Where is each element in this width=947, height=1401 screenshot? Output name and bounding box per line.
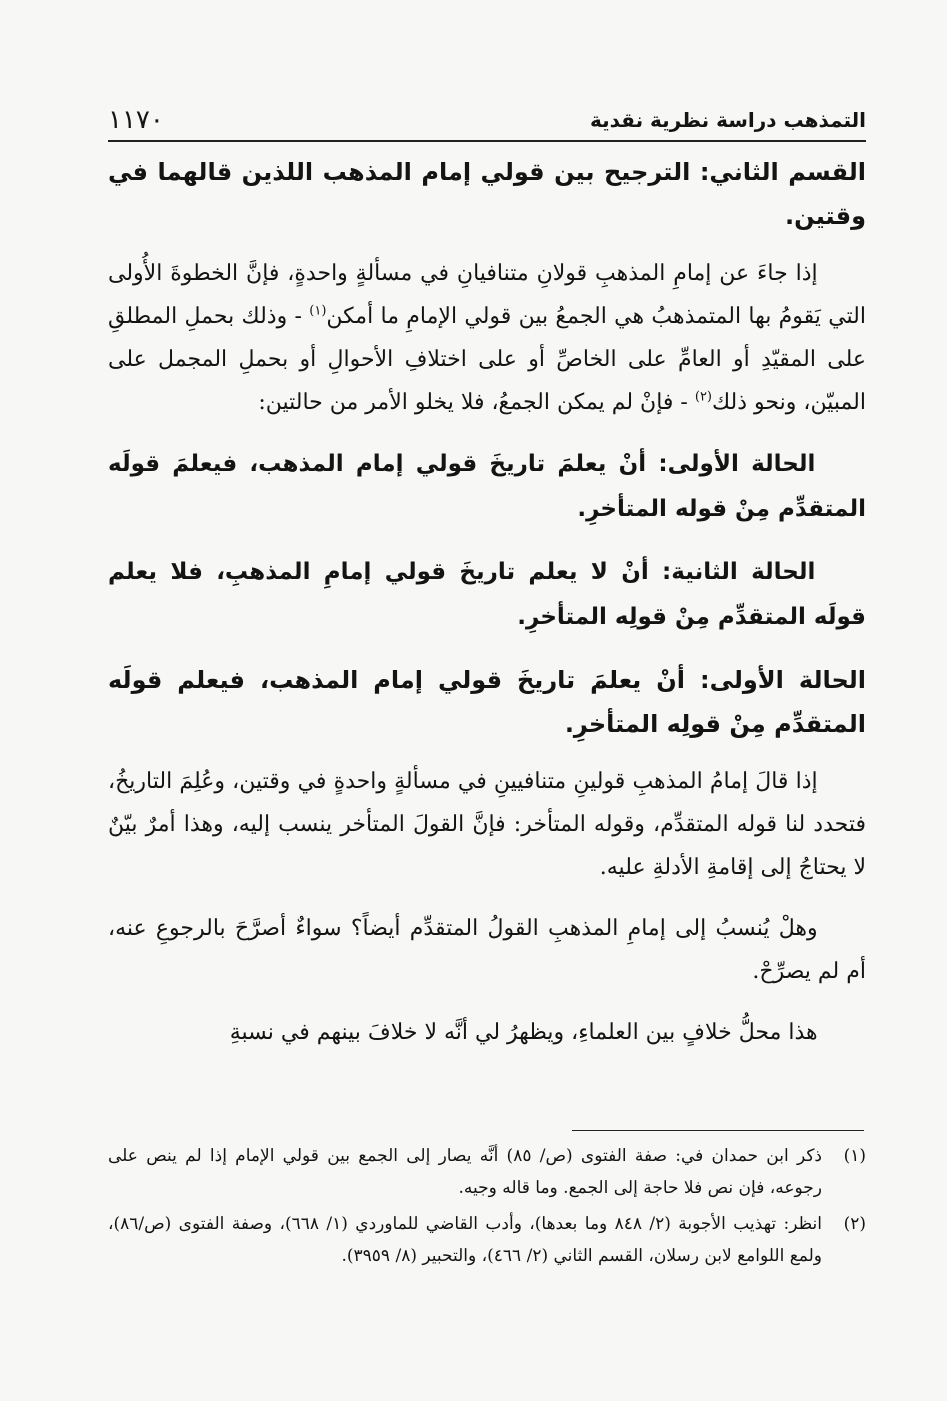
paragraph-question: وهلْ يُنسبُ إلى إمامِ المذهبِ القولُ المتقدِّم أيضاً؟ سواءٌ أصرَّحَ بالرجوعِ عنه، أم لم يصرِّحْ. xyxy=(108,916,866,984)
case-one: الحالة الأولى: أنْ يعلمَ تاريخَ قولي إمام المذهب، فيعلمَ قولَه المتقدِّم مِنْ قوله المتأخرِ. xyxy=(108,451,866,522)
paragraph-intro-part1: إذا جاءَ عن إمامِ المذهبِ قولانِ متنافيانِ في مسألةٍ واحدةٍ، فإنَّ الخطوةَ الأُولى التي يَقومُ بها المتمذهبُ هي الجمعُ بين قولي الإمامِ ما أمكن xyxy=(108,261,866,329)
section-heading: القسم الثاني: الترجيح بين قولي إمام المذهب اللذين قالهما في وقتين. xyxy=(108,158,866,230)
footnote-text: انظر: تهذيب الأجوبة (٢/ ٨٤٨ وما بعدها)، وأدب القاضي للماوردي (١/ ٦٦٨)، وصفة الفتوى (ص/٨٦)، ولمع اللوامع لابن رسلان، القسم الثاني (٢/ ٤٦٦)، والتحبير (٨/ ٣٩٥٩). xyxy=(108,1214,823,1266)
main-text xyxy=(108,150,866,1072)
footnote xyxy=(108,1208,866,1272)
footnote-text: ذكر ابن حمدان في: صفة الفتوى (ص/ ٨٥) أنَّه يصار إلى الجمع بين قولي الإمام إذا لم ينص على رجوعه، فإن نص فلا حاجة إلى الجمع. وما قاله وجيه. xyxy=(108,1146,822,1198)
running-title: التمذهب دراسة نظرية نقدية xyxy=(589,108,866,132)
paragraph-dispute: هذا محلُّ خلافٍ بين العلماءِ، ويظهرُ لي أنَّه لا خلافَ بينهم في نسبةِ xyxy=(229,1020,818,1045)
page-header xyxy=(108,100,866,142)
footnote-divider xyxy=(572,1130,864,1131)
subsection-heading: الحالة الأولى: أنْ يعلمَ تاريخَ قولي إمام المذهب، فيعلم قولَه المتقدِّم مِنْ قولِه المتأخرِ. xyxy=(108,666,866,738)
paragraph-intro xyxy=(108,252,866,424)
footnotes xyxy=(108,1140,866,1276)
paragraph-intro-part2: - وذلك بحملِ المطلقِ على المقيّدِ أو العامِّ على الخاصِّ أو على اختلافِ الأحوالِ أو بحملِ المجمل على المبيّن، ونحو ذلك xyxy=(108,304,866,415)
footnote xyxy=(108,1140,866,1204)
page-number: ١١٧٠ xyxy=(108,105,164,135)
footnote-ref-2: (٢) xyxy=(694,389,712,405)
paragraph-intro-part3: - فإنْ لم يمكن الجمعُ، فلا يخلو الأمر من حالتين: xyxy=(258,390,695,415)
footnote-number: (٢) xyxy=(843,1214,866,1234)
case-two: الحالة الثانية: أنْ لا يعلم تاريخَ قولي إمامِ المذهبِ، فلا يعلم قولَه المتقدِّم مِنْ قولِه المتأخرِ. xyxy=(108,559,866,630)
paragraph-known-date: إذا قالَ إمامُ المذهبِ قولينِ متنافيينِ في مسألةٍ واحدةٍ في وقتين، وعُلِمَ التاريخُ، فتحدد لنا قوله المتقدِّم، وقوله المتأخر: فإنَّ القولَ المتأخر ينسب إليه، وهذا أمرٌ بيّنٌ لا يحتاجُ إلى إقامةِ الأدلةِ عليه. xyxy=(108,769,866,880)
footnote-ref-1: (١) xyxy=(309,303,327,319)
footnote-number: (١) xyxy=(843,1146,866,1166)
